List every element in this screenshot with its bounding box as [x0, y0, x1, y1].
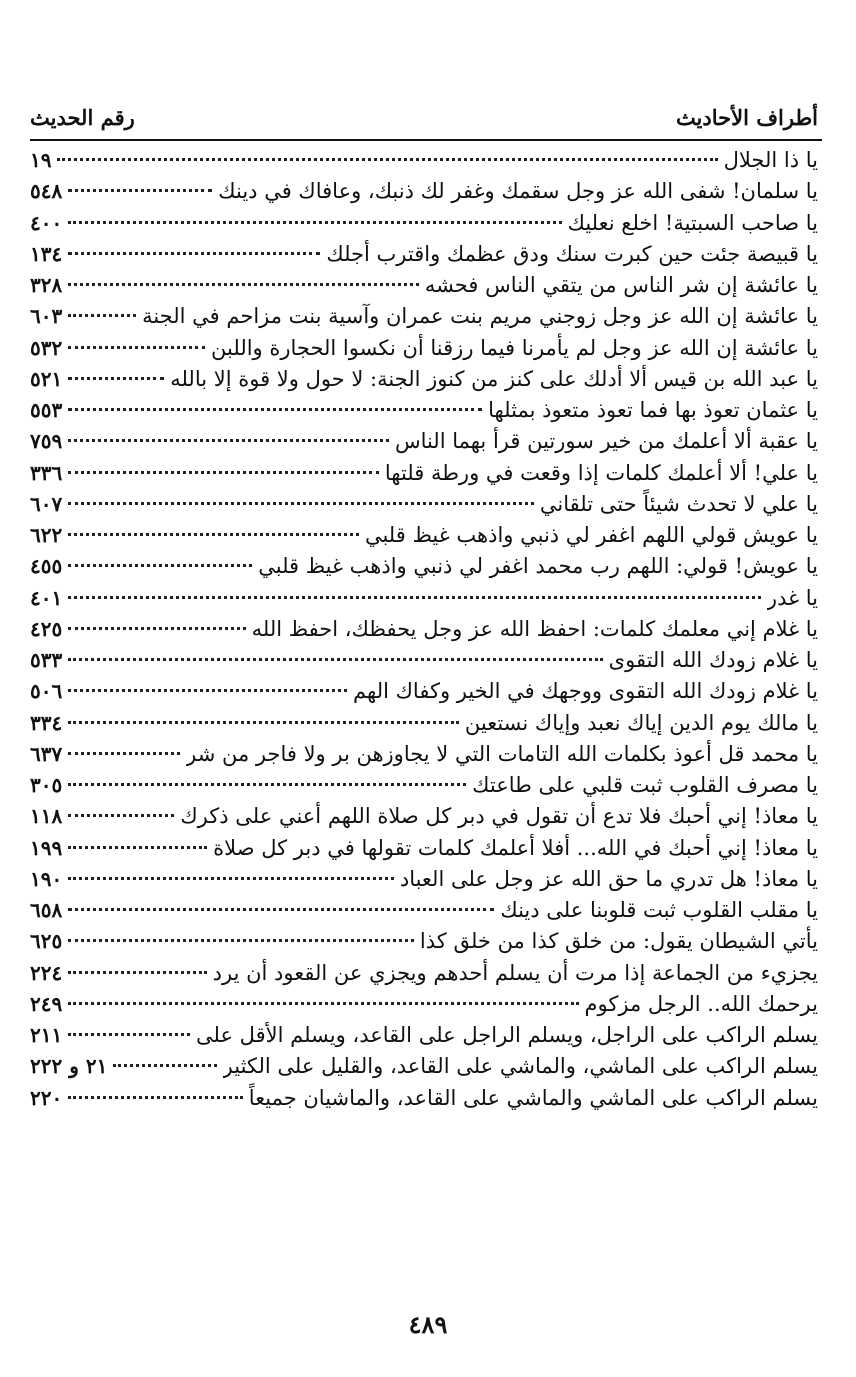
dot-leader	[68, 971, 206, 974]
dot-leader	[68, 252, 320, 255]
hadith-number: ٣٠٥	[30, 773, 63, 797]
dot-leader	[68, 377, 164, 380]
hadith-number: ٤٥٥	[30, 554, 63, 579]
hadith-number: ٥٠٦	[30, 679, 63, 704]
page-number: ٤٨٩	[408, 1310, 448, 1339]
entry-text: يا معاذ! هل تدري ما حق الله عز وجل على العباد	[399, 866, 818, 891]
dot-leader	[68, 1096, 242, 1099]
entry-text: يا عائشة إن الله عز وجل زوجني مريم بنت عمران وآسية بنت مزاحم في الجنة	[142, 304, 818, 329]
dot-leader	[68, 471, 379, 474]
hadith-number: ٢١١	[30, 1023, 63, 1047]
entry-text: يا عائشة إن شر الناس من يتقي الناس فحشه	[424, 273, 818, 297]
dot-leader	[68, 908, 494, 911]
dot-leader	[68, 877, 394, 880]
entry-text: يا غلام زودك الله التقوى	[608, 648, 818, 672]
index-entry	[30, 958, 818, 989]
index-entry	[30, 583, 818, 614]
index-entry	[30, 1083, 818, 1114]
dot-leader	[68, 314, 136, 317]
entry-text: يسلم الراكب على الراجل، ويسلم الراجل على القاعد، ويسلم الأقل على	[196, 1023, 818, 1047]
hadith-number: ٥٢١	[30, 366, 63, 391]
index-entry	[30, 614, 818, 645]
dot-leader	[68, 283, 419, 286]
hadith-number: ٥٣٢	[30, 335, 63, 360]
index-entry	[30, 551, 818, 582]
entry-text: يا عبد الله بن قيس ألا أدلك على كنز من كنوز الجنة: لا حول ولا قوة إلا بالله	[170, 366, 818, 391]
index-entry	[30, 676, 818, 707]
hadith-number: ١٩٩	[30, 835, 63, 860]
hadith-number: ٢٤٩	[30, 991, 63, 1016]
hadith-number: ٣٣٦	[30, 460, 63, 485]
hadith-number: ٤٢٥	[30, 616, 63, 641]
index-entry	[30, 520, 818, 551]
dot-leader	[57, 158, 717, 161]
index-entry	[30, 989, 818, 1020]
hadith-number: ٥٥٣	[30, 398, 63, 422]
index-entry	[30, 708, 818, 739]
entry-text: يسلم الراكب على الماشي والماشي على القاعد، والماشيان جميعاً	[248, 1085, 818, 1110]
dot-leader	[68, 533, 359, 536]
entry-text: يا عقبة ألا أعلمك من خير سورتين قرأ بهما الناس	[394, 429, 818, 454]
index-entry	[30, 770, 818, 801]
index-entry	[30, 833, 818, 864]
hadith-number: ٢١ و ٢٢٢	[30, 1054, 108, 1079]
hadith-number: ٥٣٣	[30, 648, 63, 672]
entry-text: يا ذا الجلال	[723, 148, 818, 172]
index-entry	[30, 489, 818, 520]
entry-text: يا غلام إني معلمك كلمات: احفظ الله عز وجل يحفظك، احفظ الله	[251, 616, 818, 641]
index-entry	[30, 270, 818, 301]
header-title: أطراف الأحاديث	[675, 104, 818, 130]
entry-text: يا عائشة إن الله عز وجل لم يأمرنا فيما رزقنا أن نكسوا الحجارة واللبن	[211, 335, 818, 360]
index-entry	[30, 176, 818, 207]
hadith-number: ١٩٠	[30, 866, 63, 891]
hadith-number: ٢٢٠	[30, 1085, 63, 1110]
index-entry	[30, 1020, 818, 1051]
entry-text: يا عثمان تعوذ بها فما تعوذ متعوذ بمثلها	[488, 398, 818, 422]
hadith-index-list	[30, 145, 818, 1114]
entry-text: يا مالك يوم الدين إياك نعبد وإياك نستعين	[464, 710, 818, 735]
dot-leader	[68, 814, 174, 817]
index-entry	[30, 926, 818, 957]
dot-leader	[68, 221, 561, 224]
dot-leader	[68, 627, 245, 630]
running-header	[30, 100, 818, 134]
index-entry	[30, 864, 818, 895]
index-entry	[30, 426, 818, 457]
dot-leader	[68, 408, 482, 411]
hadith-number: ٦٢٢	[30, 523, 63, 547]
dot-leader	[68, 721, 459, 724]
entry-text: يا مقلب القلوب ثبت قلوبنا على دينك	[500, 898, 818, 922]
hadith-number: ٤٠١	[30, 585, 63, 610]
index-entry	[30, 145, 818, 176]
dot-leader	[68, 939, 414, 942]
index-entry	[30, 301, 818, 332]
entry-text: يا صاحب السبتية! اخلع نعليك	[567, 210, 818, 235]
dot-leader	[68, 564, 252, 567]
index-entry	[30, 1051, 818, 1082]
hadith-number: ٦٢٥	[30, 929, 63, 954]
index-entry	[30, 458, 818, 489]
dot-leader	[68, 439, 389, 442]
index-entry	[30, 801, 818, 832]
entry-text: يرحمك الله.. الرجل مزكوم	[584, 991, 818, 1016]
hadith-number: ٤٠٠	[30, 210, 63, 235]
entry-text: يا محمد قل أعوذ بكلمات الله التامات التي لا يجاوزهن بر ولا فاجر من شر	[186, 741, 818, 766]
entry-text: يا غدر	[766, 585, 818, 610]
dot-leader	[68, 189, 212, 192]
hadith-number: ٦٥٨	[30, 898, 63, 922]
dot-leader	[68, 502, 534, 505]
entry-text: يا قبيصة جئت حين كبرت سنك ودق عظمك واقترب أجلك	[326, 241, 818, 266]
entry-text: يأتي الشيطان يقول: من خلق كذا من خلق كذا	[419, 929, 818, 954]
hadith-number: ١٣٤	[30, 241, 63, 266]
entry-text: يا مصرف القلوب ثبت قلبي على طاعتك	[472, 773, 818, 797]
entry-text: يا علي لا تحدث شيئاً حتى تلقاني	[539, 491, 818, 516]
entry-text: يسلم الراكب على الماشي، والماشي على القاعد، والقليل على الكثير	[222, 1054, 818, 1079]
header-column-label: رقم الحديث	[30, 104, 135, 130]
hadith-number: ٧٥٩	[30, 429, 63, 454]
dot-leader	[113, 1064, 216, 1067]
dot-leader	[68, 689, 347, 692]
entry-text: يا سلمان! شفى الله عز وجل سقمك وغفر لك ذنبك، وعافاك في دينك	[218, 179, 818, 204]
index-entry	[30, 895, 818, 926]
entry-text: يا عويش! قولي: اللهم رب محمد اغفر لي ذنبي واذهب غيظ قلبي	[258, 554, 818, 579]
dot-leader	[68, 783, 466, 786]
hadith-number: ٦٠٣	[30, 304, 63, 329]
entry-text: يا غلام زودك الله التقوى ووجهك في الخير وكفاك الهم	[353, 679, 818, 704]
dot-leader	[68, 596, 761, 599]
index-entry	[30, 239, 818, 270]
hadith-number: ٦٣٧	[30, 741, 63, 766]
dot-leader	[68, 752, 180, 755]
hadith-number: ٣٣٤	[30, 710, 63, 735]
hadith-number: ١٩	[30, 148, 52, 172]
index-entry	[30, 364, 818, 395]
index-entry	[30, 208, 818, 239]
entry-text: يجزيء من الجماعة إذا مرت أن يسلم أحدهم ويجزي عن القعود أن يرد	[212, 960, 818, 985]
dot-leader	[68, 346, 205, 349]
dot-leader	[68, 1033, 190, 1036]
dot-leader	[68, 846, 207, 849]
entry-text: يا معاذ! إني أحبك فلا تدع أن تقول في دبر كل صلاة اللهم أعني على ذكرك	[180, 804, 818, 829]
entry-text: يا علي! ألا أعلمك كلمات إذا وقعت في ورطة قلتها	[384, 460, 818, 485]
index-entry	[30, 333, 818, 364]
hadith-number: ٢٢٤	[30, 960, 63, 985]
header-rule	[30, 139, 822, 141]
index-entry	[30, 395, 818, 426]
entry-text: يا معاذ! إني أحبك في الله... أفلا أعلمك كلمات تقولها في دبر كل صلاة	[213, 835, 818, 860]
entry-text: يا عويش قولي اللهم اغفر لي ذنبي واذهب غيظ قلبي	[364, 523, 818, 547]
index-entry	[30, 739, 818, 770]
index-entry	[30, 645, 818, 676]
hadith-number: ٥٤٨	[30, 179, 63, 204]
hadith-number: ٦٠٧	[30, 491, 63, 516]
dot-leader	[68, 658, 602, 661]
hadith-number: ١١٨	[30, 804, 63, 829]
hadith-number: ٣٢٨	[30, 273, 63, 297]
dot-leader	[68, 1002, 578, 1005]
